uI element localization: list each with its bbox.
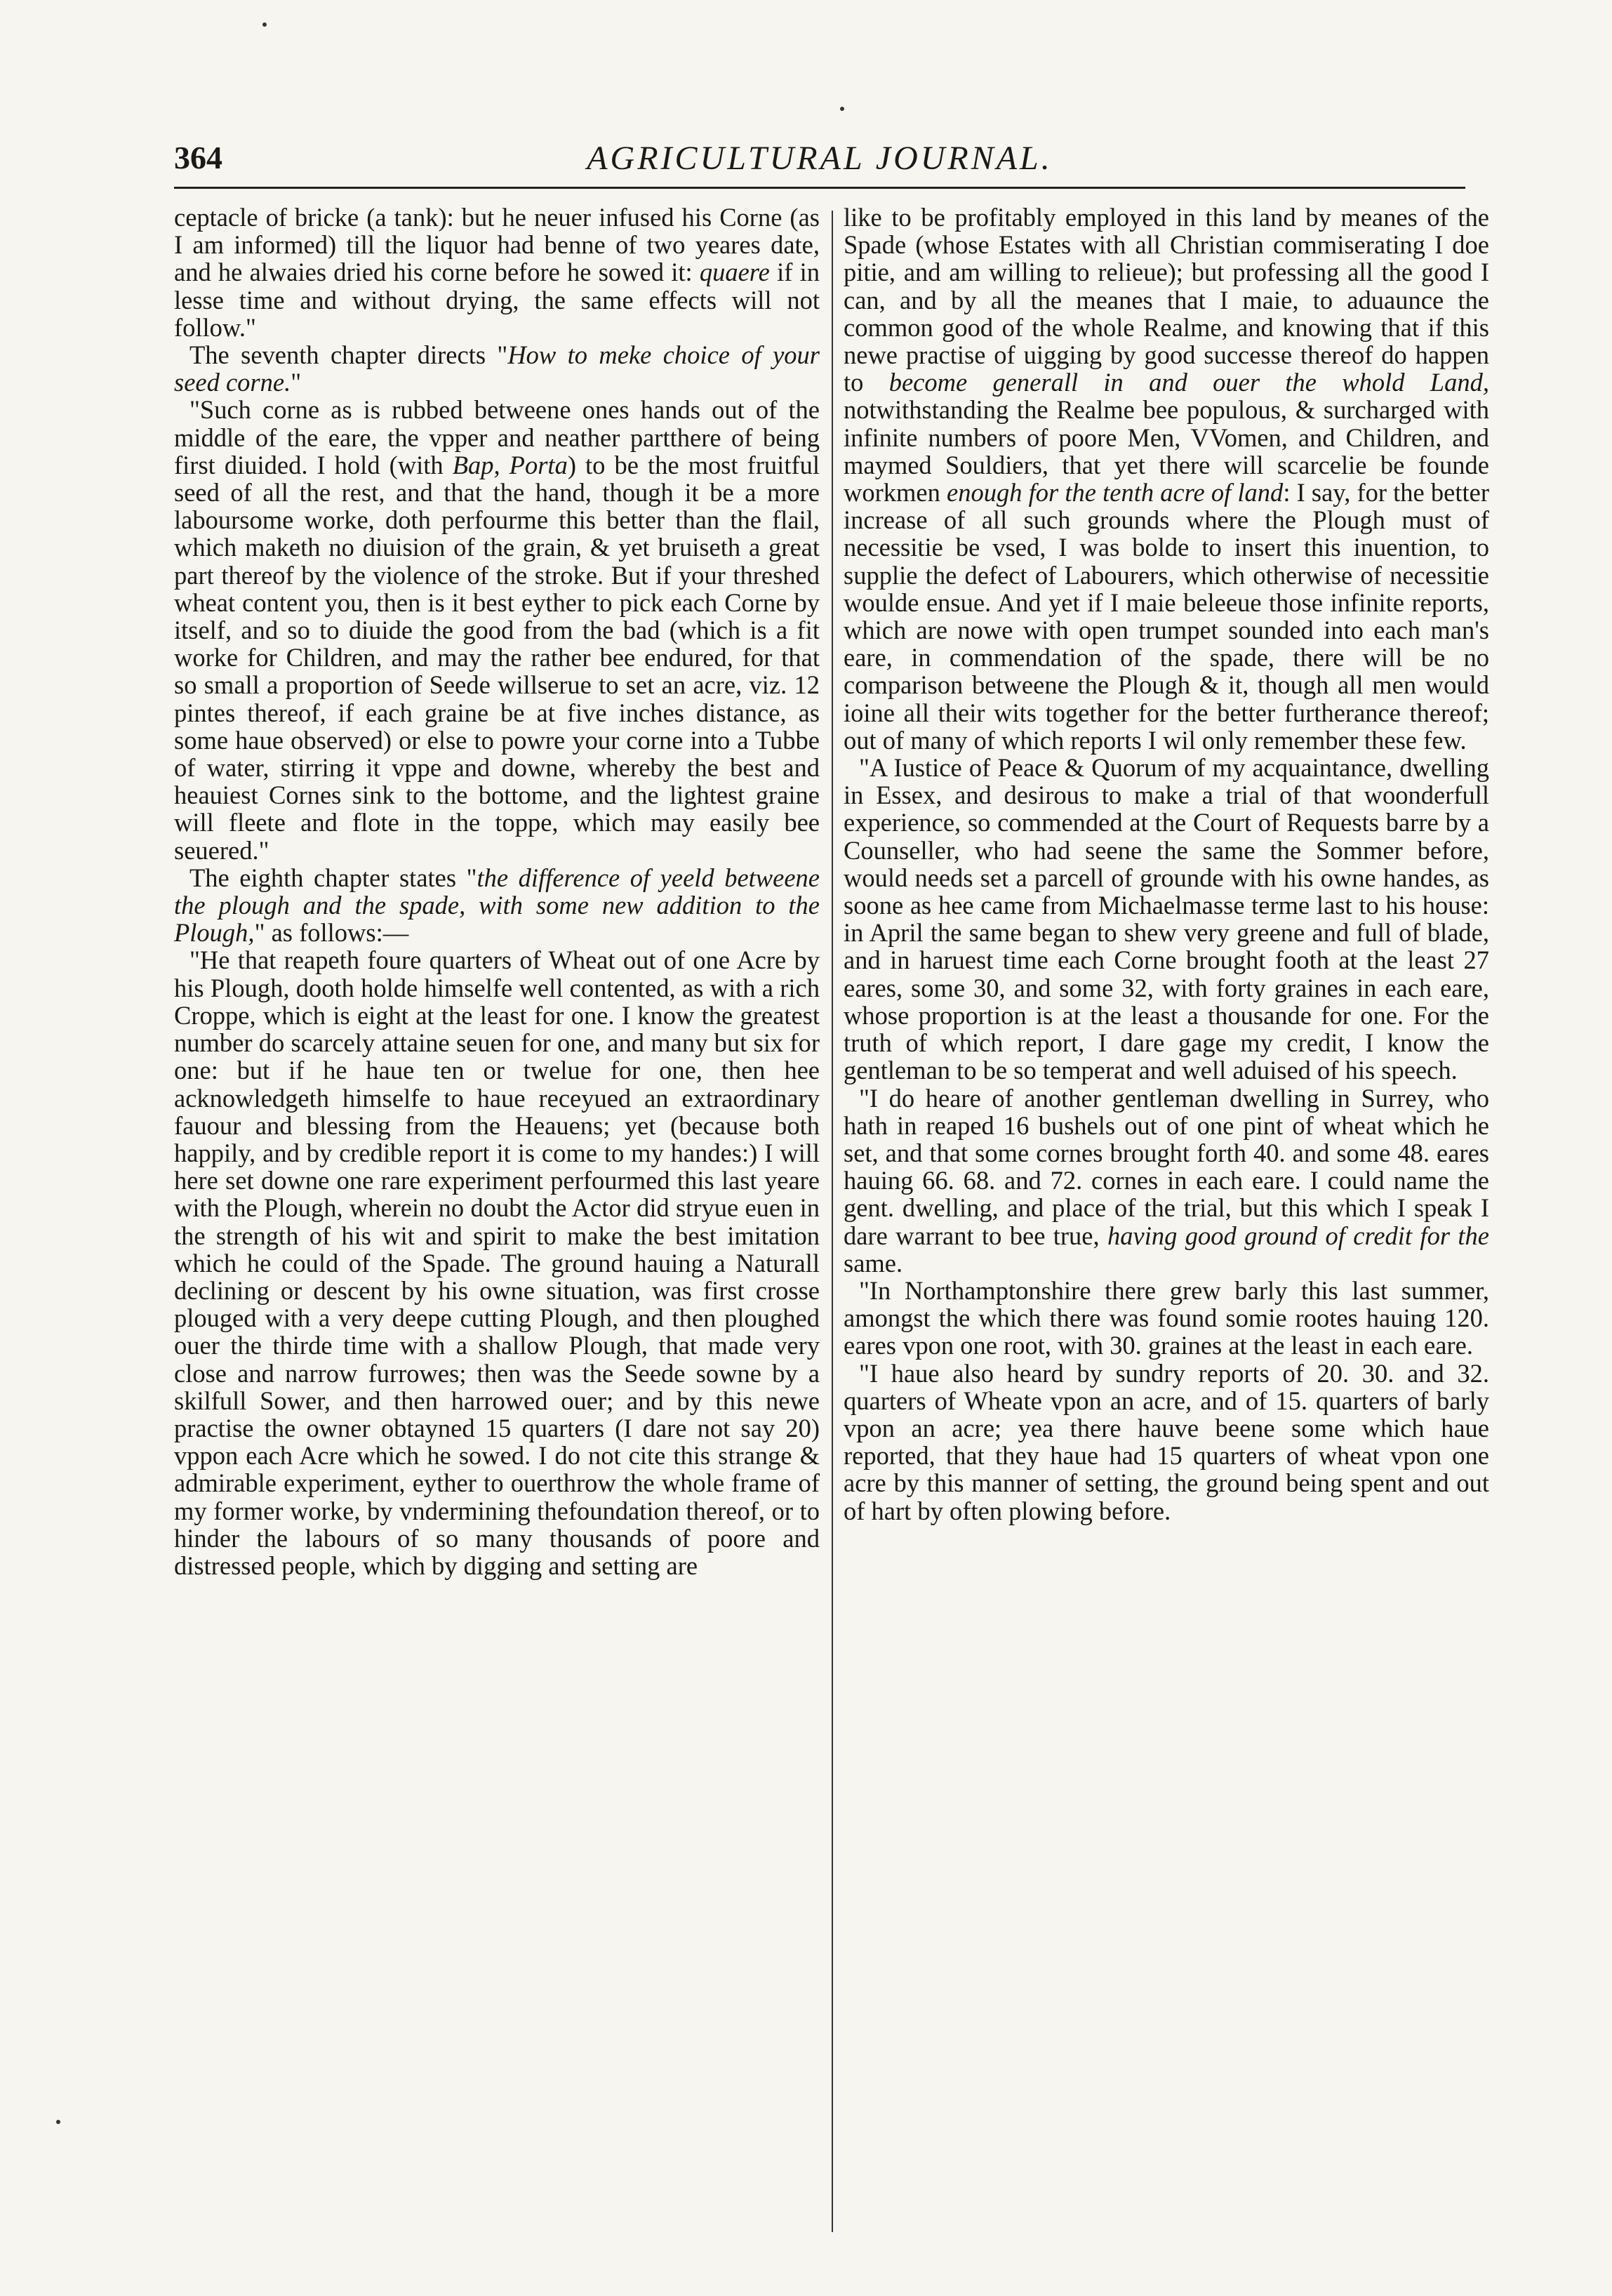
ink-speck	[262, 22, 267, 27]
ink-speck	[56, 2120, 60, 2124]
paragraph: like to be profitably employed in this land by meanes of the Spade (whose Estates with all Christian commiserating I doe pitie, and am willing to relieue); but professing all the good I can, and by all the meanes that I maie, to aduaunce the common good of the whole Realme, and knowing that if this newe practise of uigging by good successe thereof do happen to become generall in and ouer the whold Land, notwithstanding the Realme bee populous, & surcharged with infinite numbers of poore Men, VVomen, and Children, and maymed Souldiers, that yet there will scarcelie be founde workmen enough for the tenth acre of land: I say, for the better increase of all such grounds where the Plough must of necessitie be vsed, I was bolde to insert this inuention, to supplie the defect of Labourers, which otherwise of necessitie woulde ensue. And yet if I maie beleeue those infinite reports, which are nowe with open trumpet sounded into each man's eare, in commendation of the spade, there will be no comparison betweene the Plough & it, though all men would ioine all their wits together for the better furtherance thereof; out of many of which reports I wil only remember these few.	[844, 203, 1489, 755]
left-column	[174, 204, 820, 1579]
paragraph: "Such corne as is rubbed betweene ones hands out of the middle of the eare, the vpper and neather partthere of being first diuided. I hold (with Bap, Porta) to be the most fruitful seed of all the rest, and that the hand, though it be a more laboursome worke, doth perfourme this better than the flail, which maketh no diuision of the grain, & yet bruiseth a great part thereof by the violence of the stroke. But if your threshed wheat content you, then is it best eyther to pick each Corne by itself, and so to diuide the good from the bad (which is a fit worke for Children, and may the rather bee endured, for that so small a proportion of Seede willserue to set an acre, viz. 12 pintes thereof, if each graine be at five inches distance, as some haue observed) or else to powre your corne into a Tubbe of water, stirring it vppe and downe, whereby the best and heauiest Cornes sink to the bottome, and the lightest graine will fleete and flote in the toppe, which may easily bee seuered."	[174, 395, 820, 865]
paragraph: "I haue also heard by sundry reports of 20. 30. and 32. quarters of Wheate vpon an acre, and of 15. quarters of barly vpon an acre; yea there hauve beene some which haue reported, that they haue had 15 quarters of wheat vpon one acre by this manner of setting, the ground being spent and out of hart by often plowing before.	[844, 1358, 1489, 1525]
paragraph: "I do heare of another gentleman dwelling in Surrey, who hath in reaped 16 bushels out of one pint of wheat which he set, and that some cornes brought forth 40. and some 48. eares hauing 66. 68. and 72. cornes in each eare. I could name the gent. dwelling, and place of the trial, but this which I speak I dare warrant to bee true, having good ground of credit for the same.	[844, 1083, 1489, 1278]
paragraph: The eighth chapter states "the difference of yeeld betweene the plough and the spade, with some new addition to the Plough," as follows:—	[174, 863, 820, 948]
paragraph: "He that reapeth foure quarters of Wheat out of one Acre by his Plough, dooth holde himselfe well contented, as with a rich Croppe, which is eight at the least for one. I know the greatest number do scarcely attaine seuen for one, and many but six for one: but if he haue ten or twelue for one, then hee acknowledgeth himselfe to haue receyued an extraordinary fauour and blessing from the Heauens; yet (because both happily, and by credible report it is come to my handes:) I will here set downe one rare experiment perfourmed this last yeare with the Plough, wherein no doubt the Actor did stryue euen in the strength of his wit and spirit to make the best imitation which he could of the Spade. The ground hauing a Naturall declining or descent by his owne situation, was first crosse plouged with a very deepe cutting Plough, and then ploughed ouer the thirde time with a shallow Plough, that made very close and narrow furrowes; then was the Seede sowne by a skilfull Sower, and then harrowed ouer; and by this newe practise the owner obtayned 15 quarters (I dare not say 20) vppon each Acre which he sowed. I do not cite this strange & admirable experiment, eyther to ouerthrow the whole frame of my former worke, by vndermining thefoundation thereof, or to hinder the labours of so many thousands of poore and distressed people, which by digging and setting are	[174, 945, 820, 1580]
ink-speck	[840, 107, 844, 111]
header-rule	[174, 187, 1465, 189]
paragraph: The seventh chapter directs "How to meke choice of your seed corne."	[174, 340, 820, 397]
right-column	[844, 204, 1489, 1525]
paragraph: "A Iustice of Peace & Quorum of my acquaintance, dwelling in Essex, and desirous to make a trial of that woonderfull experience, so commended at the Court of Requests barre by a Counseller, who had seene the same the Sommer before, would needs set a parcell of grounde with his owne handes, as soone as hee came from Michaelmasse terme last to his house: in April the same began to shew very greene and full of blade, and in haruest time each Corne brought footh at the least 27 eares, some 30, and some 32, with forty graines in each eare, whose proportion is at the least a thousande for one. For the truth of which report, I dare gage my credit, I know the gentleman to be so temperat and well aduised of his speech.	[844, 753, 1489, 1085]
running-title: AGRICULTURAL JOURNAL.	[587, 140, 1053, 177]
page-number: 364	[174, 140, 222, 175]
paragraph: ceptacle of bricke (a tank): but he neuer infused his Corne (as I am informed) till the liquor had benne of two yeares date, and he alwaies dried his corne before he sowed it: quaere if in lesse time and without drying, the same effects will not follow."	[174, 203, 820, 342]
paragraph: "In Northamptonshire there grew barly this last summer, amongst the which there was found somie rootes hauing 120. eares vpon one root, with 30. graines at the least in each eare.	[844, 1275, 1489, 1360]
column-divider	[832, 211, 833, 2232]
